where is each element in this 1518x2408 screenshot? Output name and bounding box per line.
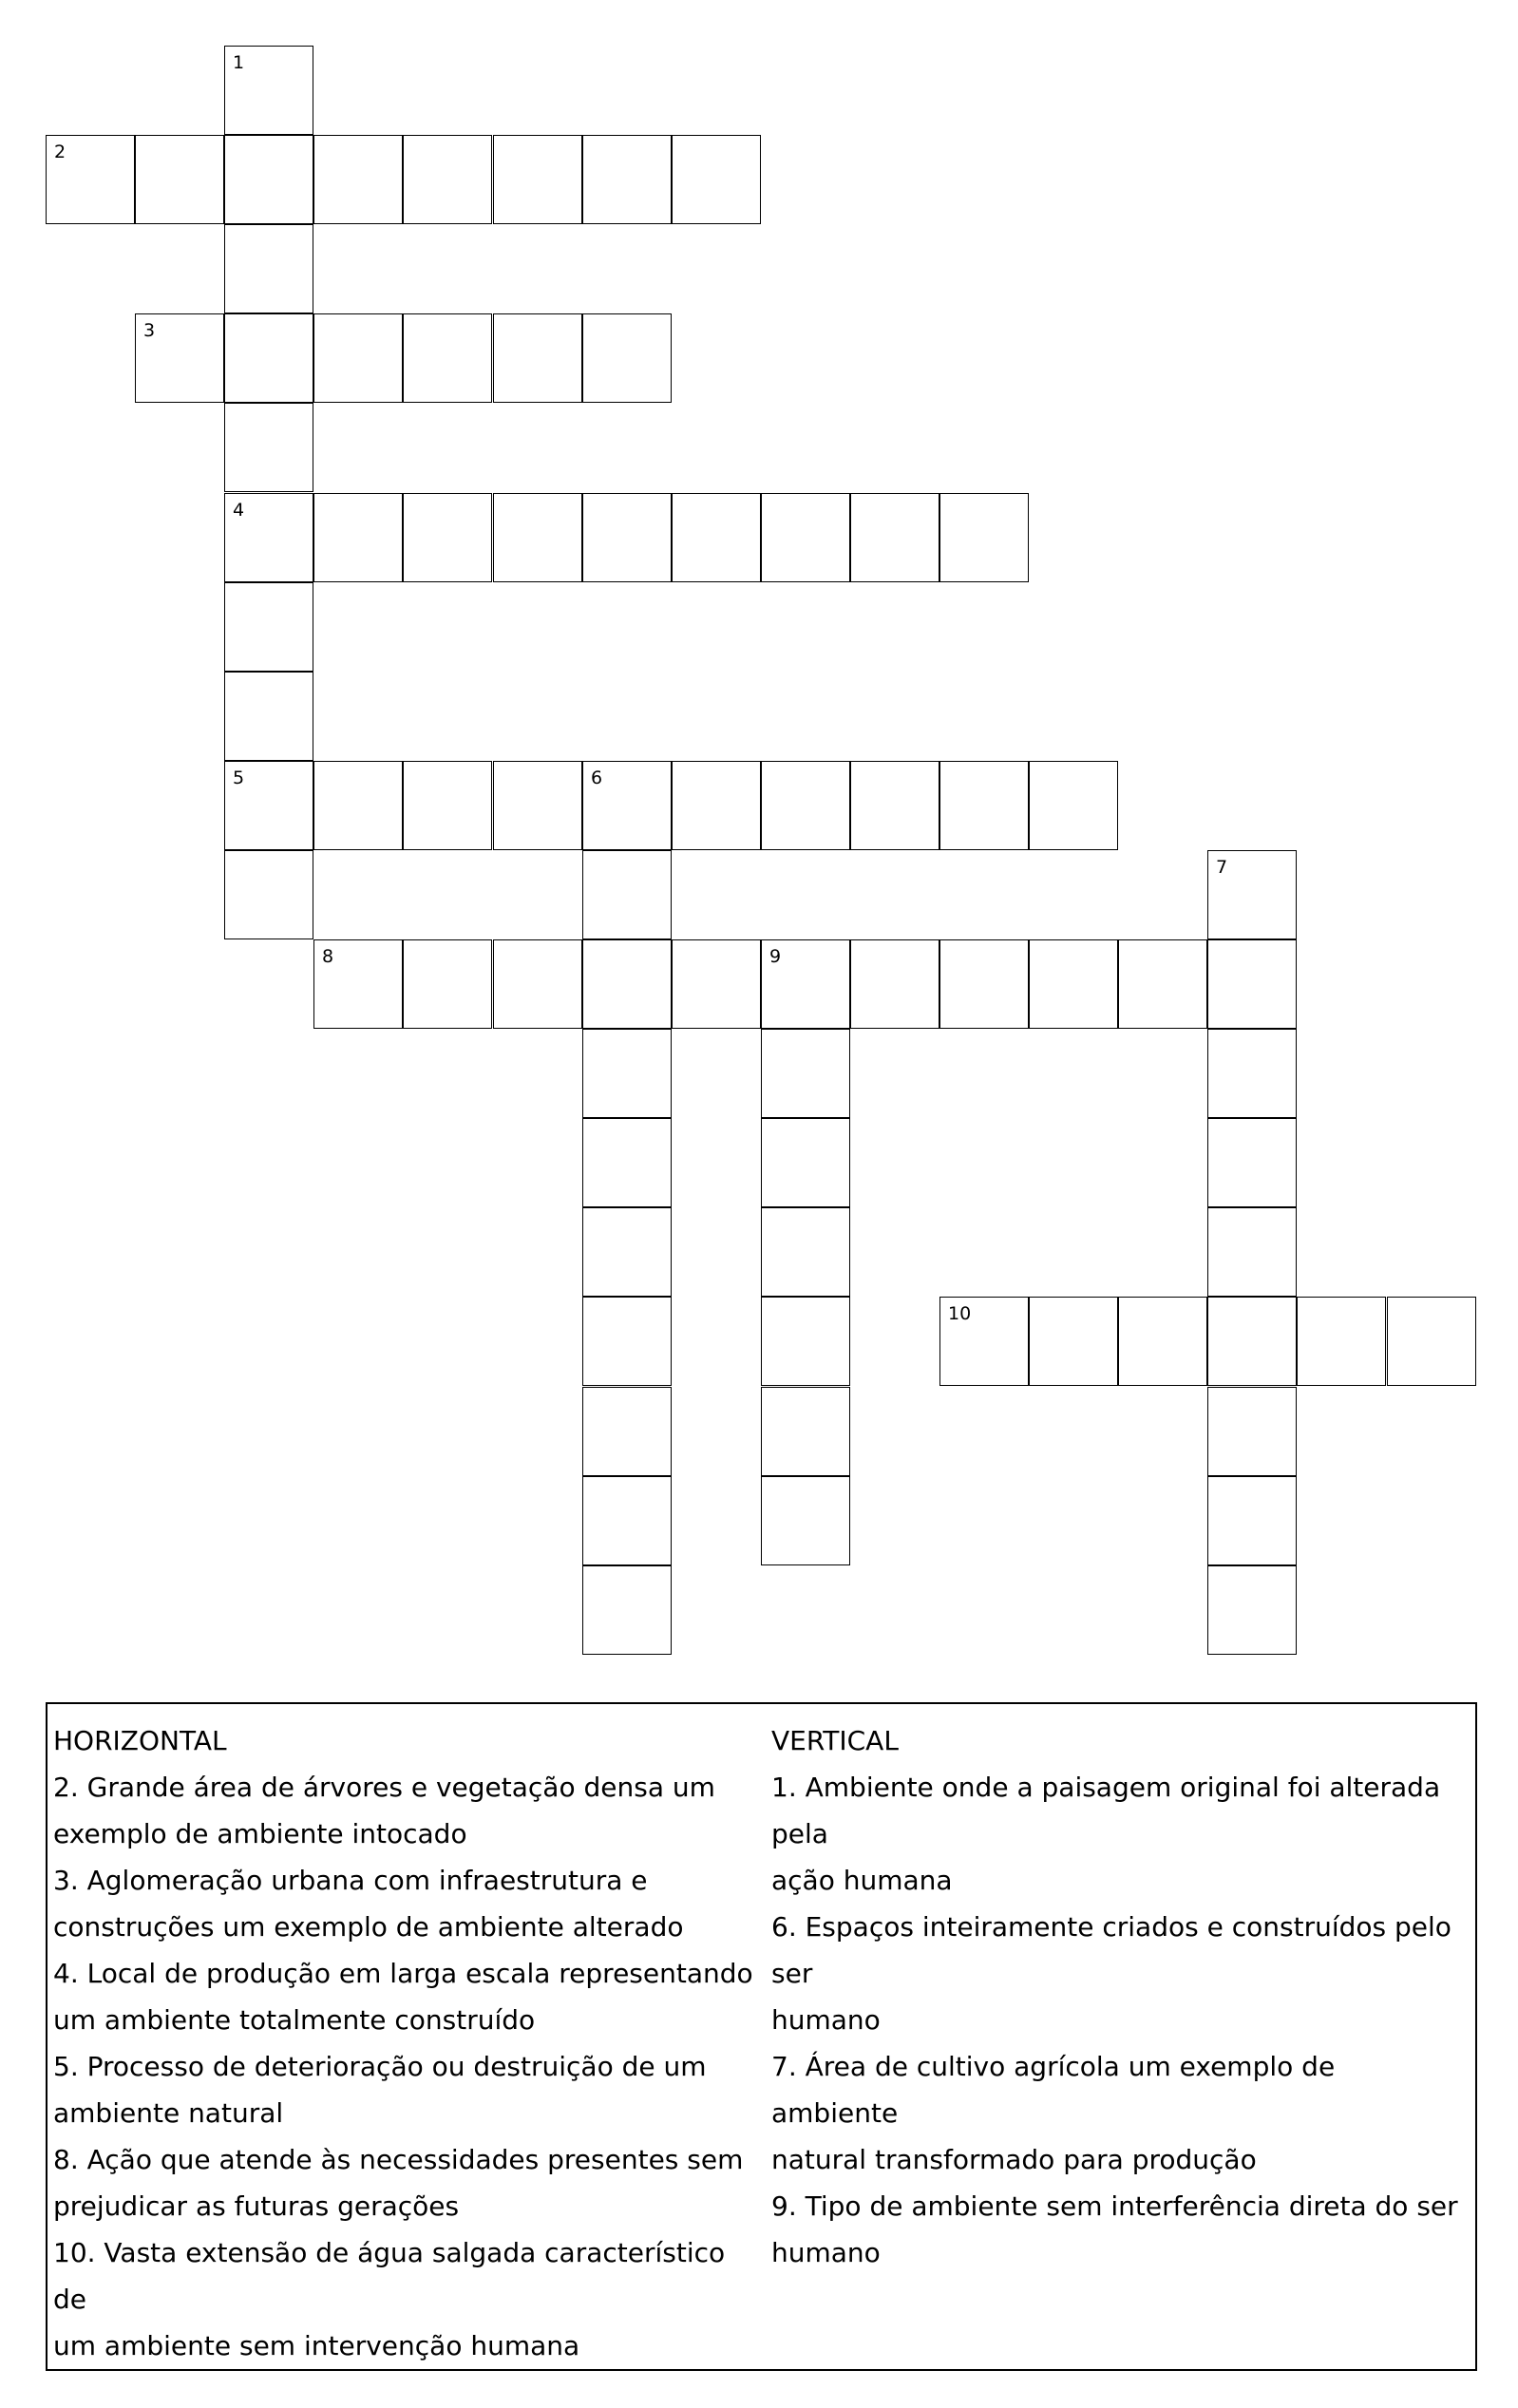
crossword-cell[interactable] [582, 1207, 672, 1297]
crossword-cell[interactable] [1207, 939, 1297, 1029]
crossword-cell[interactable] [224, 672, 313, 761]
crossword-cell[interactable] [1207, 1118, 1297, 1207]
crossword-cell[interactable] [850, 761, 939, 850]
clue-line: ação humana [771, 1865, 953, 1896]
crossword-cell[interactable] [1387, 1297, 1476, 1386]
crossword-cell[interactable] [672, 135, 761, 224]
crossword-cell[interactable] [761, 1029, 850, 1118]
crossword-cell[interactable] [582, 939, 672, 1029]
crossword-cell[interactable] [582, 1029, 672, 1118]
crossword-cell[interactable] [46, 135, 135, 224]
clue-line: construções um exemplo de ambiente alterado [53, 1911, 684, 1943]
crossword-cell[interactable] [761, 493, 850, 582]
crossword-cell[interactable] [224, 313, 313, 403]
crossword-cell[interactable] [672, 493, 761, 582]
vertical-clues [771, 1717, 1465, 2276]
crossword-cell[interactable] [1118, 939, 1207, 1029]
crossword-cell[interactable] [403, 761, 492, 850]
clue-line: 9. Tipo de ambiente sem interferência direta do ser [771, 2190, 1458, 2222]
clue-number: 3 [143, 320, 156, 341]
clue-number: 9 [769, 946, 782, 967]
crossword-cell[interactable] [1297, 1297, 1386, 1386]
clue-line: 1. Ambiente onde a paisagem original foi alterada pela [771, 1772, 1441, 1849]
crossword-cell[interactable] [582, 761, 672, 850]
crossword-cell[interactable] [1207, 1476, 1297, 1565]
clue-number: 1 [233, 52, 245, 73]
clue-number: 5 [233, 768, 245, 788]
crossword-cell[interactable] [1207, 1207, 1297, 1297]
clue-number: 6 [591, 768, 603, 788]
horizontal-clues [53, 1717, 756, 2369]
crossword-cell[interactable] [224, 850, 313, 939]
crossword-cell[interactable] [224, 761, 313, 850]
crossword-cell[interactable] [582, 1387, 672, 1476]
clue-line: humano [771, 2237, 881, 2268]
crossword-cell[interactable] [582, 493, 672, 582]
crossword-cell[interactable] [850, 939, 939, 1029]
horizontal-heading: HORIZONTAL [53, 1725, 227, 1756]
crossword-cell[interactable] [582, 1118, 672, 1207]
clue-line: 5. Processo de deterioração ou destruição de um [53, 2051, 707, 2082]
crossword-cell[interactable] [672, 939, 761, 1029]
clue-line: prejudicar as futuras gerações [53, 2190, 460, 2222]
clue-line: 7. Área de cultivo agrícola um exemplo de ambiente [771, 2051, 1336, 2129]
crossword-cell[interactable] [761, 1297, 850, 1386]
crossword-cell[interactable] [224, 403, 313, 492]
clue-line: 10. Vasta extensão de água salgada característico de [53, 2237, 726, 2315]
crossword-cell[interactable] [493, 313, 582, 403]
crossword-cell[interactable] [939, 1297, 1029, 1386]
crossword-cell[interactable] [224, 224, 313, 313]
crossword-cell[interactable] [313, 761, 403, 850]
clue-number: 2 [54, 142, 66, 162]
clue-line: exemplo de ambiente intocado [53, 1818, 467, 1849]
crossword-cell[interactable] [761, 1387, 850, 1476]
crossword-cell[interactable] [403, 313, 492, 403]
crossword-cell[interactable] [493, 761, 582, 850]
crossword-cell[interactable] [672, 761, 761, 850]
clue-line: um ambiente totalmente construído [53, 2004, 536, 2036]
clue-line: ambiente natural [53, 2097, 284, 2129]
crossword-cell[interactable] [403, 939, 492, 1029]
crossword-cell[interactable] [582, 1565, 672, 1655]
crossword-cell[interactable] [1207, 850, 1297, 939]
crossword-cell[interactable] [761, 1207, 850, 1297]
clue-line: 3. Aglomeração urbana com infraestrutura e [53, 1865, 648, 1896]
crossword-cell[interactable] [761, 761, 850, 850]
crossword-cell[interactable] [1207, 1565, 1297, 1655]
crossword-cell[interactable] [582, 1297, 672, 1386]
crossword-cell[interactable] [224, 493, 313, 582]
vertical-heading: VERTICAL [771, 1725, 899, 1756]
crossword-cell[interactable] [582, 135, 672, 224]
crossword-cell[interactable] [1207, 1029, 1297, 1118]
crossword-cell[interactable] [313, 135, 403, 224]
crossword-cell[interactable] [224, 582, 313, 672]
clue-line: humano [771, 2004, 881, 2036]
crossword-cell[interactable] [850, 493, 939, 582]
clue-number: 8 [322, 946, 334, 967]
clue-line: natural transformado para produção [771, 2144, 1257, 2175]
crossword-cell[interactable] [403, 135, 492, 224]
crossword-cell[interactable] [1029, 761, 1118, 850]
clue-line: 8. Ação que atende às necessidades presentes sem [53, 2144, 744, 2175]
crossword-cell[interactable] [582, 313, 672, 403]
crossword-cell[interactable] [224, 135, 313, 224]
crossword-cell[interactable] [1207, 1297, 1297, 1386]
clue-number: 10 [948, 1303, 972, 1324]
crossword-cell[interactable] [1029, 1297, 1118, 1386]
crossword-cell[interactable] [313, 493, 403, 582]
clue-line: 2. Grande área de árvores e vegetação densa um [53, 1772, 715, 1803]
crossword-cell[interactable] [493, 493, 582, 582]
clue-number: 4 [233, 500, 245, 521]
crossword-cell[interactable] [939, 761, 1029, 850]
crossword-cell[interactable] [582, 1476, 672, 1565]
crossword-cell[interactable] [939, 939, 1029, 1029]
crossword-cell[interactable] [761, 1118, 850, 1207]
crossword-cell[interactable] [1029, 939, 1118, 1029]
crossword-cell[interactable] [1207, 1387, 1297, 1476]
crossword-cell[interactable] [939, 493, 1029, 582]
clue-line: um ambiente sem intervenção humana [53, 2330, 580, 2361]
clue-number: 7 [1216, 857, 1228, 878]
crossword-cell[interactable] [135, 135, 224, 224]
crossword-cell[interactable] [313, 939, 403, 1029]
crossword-cell[interactable] [135, 313, 224, 403]
clue-line: 6. Espaços inteiramente criados e construídos pelo ser [771, 1911, 1452, 1989]
crossword-cell[interactable] [493, 939, 582, 1029]
crossword-cell[interactable] [1118, 1297, 1207, 1386]
crossword-cell[interactable] [761, 939, 850, 1029]
crossword-cell[interactable] [761, 1476, 850, 1565]
crossword-cell[interactable] [582, 850, 672, 939]
crossword-cell[interactable] [493, 135, 582, 224]
crossword-cell[interactable] [403, 493, 492, 582]
clue-line: 4. Local de produção em larga escala representando [53, 1958, 753, 1989]
clue-box [46, 1702, 1477, 2371]
crossword-cell[interactable] [224, 46, 313, 135]
crossword-cell[interactable] [313, 313, 403, 403]
